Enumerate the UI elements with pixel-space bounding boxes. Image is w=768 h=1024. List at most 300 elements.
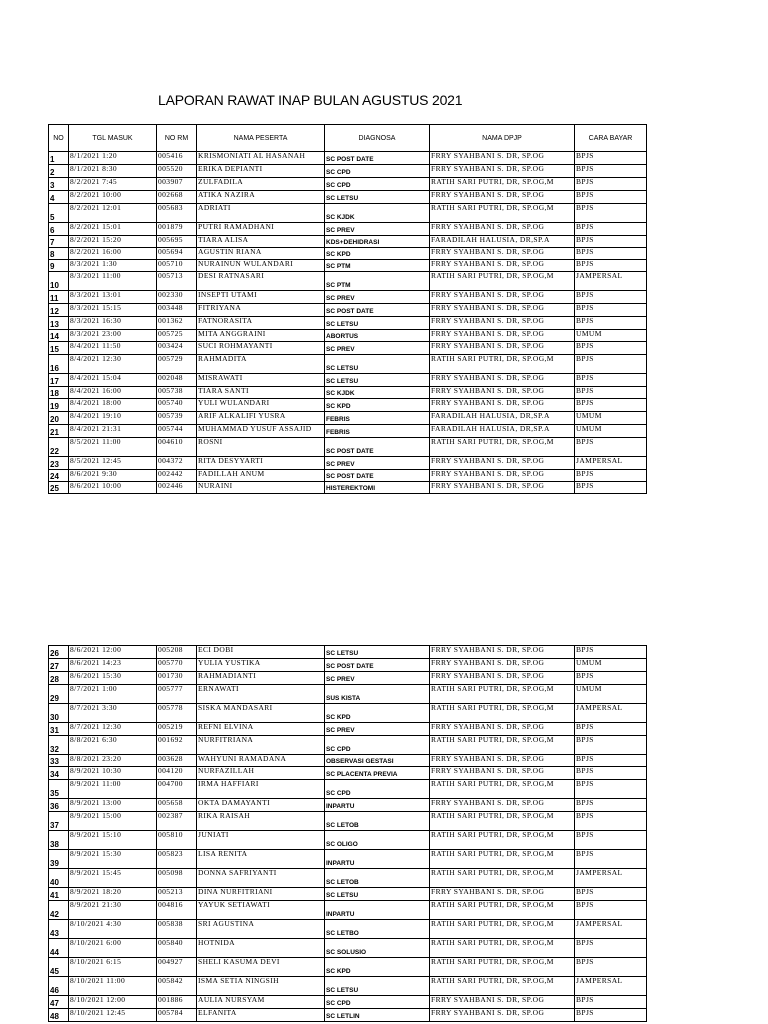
table-header-row [49,125,647,152]
cell-no-rm: 005695 [157,236,197,248]
cell-cara-bayar: BPJS [575,812,647,831]
cell-tgl-masuk: 8/2/2021 12:01 [69,204,157,223]
cell-no: 9 [49,260,69,272]
cell-diagnosa: SC CPD [325,780,430,799]
cell-nama-peserta: HOTNIDA [197,939,325,958]
cell-no: 40 [49,869,69,888]
cell-cara-bayar: BPJS [575,178,647,191]
cell-tgl-masuk: 8/10/2021 6:00 [69,939,157,958]
cell-nama-peserta: TIARA ALISA [197,236,325,248]
cell-nama-dpjp: RATIH SARI PUTRI, DR, SP.OG,M [430,812,575,831]
cell-tgl-masuk: 8/2/2021 15:01 [69,223,157,236]
cell-no: 28 [49,672,69,685]
cell-nama-dpjp: RATIH SARI PUTRI, DR, SP.OG,M [430,869,575,888]
cell-nama-dpjp: RATIH SARI PUTRI, DR, SP.OG,M [430,736,575,755]
cell-nama-dpjp: FRRY SYAHBANI S. DR, SP.OG [430,482,575,494]
cell-nama-peserta: ECI DOBI [197,646,325,659]
cell-diagnosa: SC CPD [325,996,430,1009]
cell-no: 4 [49,191,69,204]
cell-no: 5 [49,204,69,223]
cell-no-rm: 005710 [157,260,197,272]
cell-no: 23 [49,457,69,470]
cell-nama-peserta: FADILLAH ANUM [197,470,325,482]
cell-nama-dpjp: FRRY SYAHBANI S. DR, SP.OG [430,659,575,672]
cell-no-rm: 001730 [157,672,197,685]
cell-nama-peserta: ARIF ALKALIFI YUSRA [197,412,325,425]
cell-nama-dpjp: FRRY SYAHBANI S. DR, SP.OG [430,304,575,317]
cell-tgl-masuk: 8/10/2021 11:00 [69,977,157,996]
cell-tgl-masuk: 8/6/2021 10:00 [69,482,157,494]
cell-tgl-masuk: 8/3/2021 13:01 [69,291,157,304]
cell-nama-peserta: NURAINI [197,482,325,494]
cell-cara-bayar: JAMPERSAL [575,457,647,470]
cell-nama-dpjp: FRRY SYAHBANI S. DR, SP.OG [430,470,575,482]
cell-no-rm: 002442 [157,470,197,482]
cell-no: 32 [49,736,69,755]
cell-tgl-masuk: 8/6/2021 15:30 [69,672,157,685]
cell-nama-peserta: ADRIATI [197,204,325,223]
cell-nama-dpjp: RATIH SARI PUTRI, DR, SP.OG,M [430,438,575,457]
cell-diagnosa: SC CPD [325,736,430,755]
cell-nama-peserta: RAHMADITA [197,355,325,374]
cell-diagnosa: INPARTU [325,799,430,812]
cell-tgl-masuk: 8/4/2021 12:30 [69,355,157,374]
cell-no-rm: 005739 [157,412,197,425]
report-title: LAPORAN RAWAT INAP BULAN AGUSTUS 2021 [158,92,463,108]
cell-cara-bayar: JAMPERSAL [575,869,647,888]
table-row [49,342,647,355]
table-row [49,767,647,780]
cell-no: 47 [49,996,69,1009]
cell-no-rm: 001362 [157,317,197,330]
cell-tgl-masuk: 8/3/2021 11:00 [69,272,157,291]
table-row [49,165,647,178]
cell-no: 36 [49,799,69,812]
cell-cara-bayar: BPJS [575,646,647,659]
cell-no: 25 [49,482,69,494]
cell-tgl-masuk: 8/3/2021 23:00 [69,330,157,342]
cell-no-rm: 005683 [157,204,197,223]
cell-diagnosa: SC LETLIN [325,1009,430,1022]
cell-nama-dpjp: FRRY SYAHBANI S. DR, SP.OG [430,888,575,901]
cell-no-rm: 005838 [157,920,197,939]
cell-nama-dpjp: FRRY SYAHBANI S. DR, SP.OG [430,342,575,355]
cell-diagnosa: SC POST DATE [325,438,430,457]
cell-no-rm: 004927 [157,958,197,977]
cell-nama-peserta: FATNORASITA [197,317,325,330]
cell-cara-bayar: BPJS [575,317,647,330]
cell-diagnosa: FEBRIS [325,412,430,425]
table-row [49,958,647,977]
cell-no: 43 [49,920,69,939]
table-row [49,317,647,330]
cell-no: 3 [49,178,69,191]
cell-nama-dpjp: FARADILAH HALUSIA, DR,SP.A [430,412,575,425]
cell-cara-bayar: JAMPERSAL [575,704,647,723]
cell-nama-dpjp: FRRY SYAHBANI S. DR, SP.OG [430,646,575,659]
cell-diagnosa: SC LETSU [325,191,430,204]
cell-no: 20 [49,412,69,425]
cell-nama-peserta: ROSNI [197,438,325,457]
cell-no-rm: 002330 [157,291,197,304]
cell-nama-peserta: SISKA MANDASARI [197,704,325,723]
cell-no-rm: 005725 [157,330,197,342]
cell-cara-bayar: BPJS [575,888,647,901]
cell-nama-dpjp: RATIH SARI PUTRI, DR, SP.OG,M [430,977,575,996]
cell-diagnosa: SC SOLUSIO [325,939,430,958]
cell-cara-bayar: BPJS [575,958,647,977]
cell-diagnosa: KDS+DEHIDRASI [325,236,430,248]
cell-no: 33 [49,755,69,767]
cell-tgl-masuk: 8/7/2021 1:00 [69,685,157,704]
cell-nama-peserta: MUHAMMAD YUSUF ASSAJID [197,425,325,438]
cell-nama-dpjp: RATIH SARI PUTRI, DR, SP.OG,M [430,272,575,291]
cell-nama-peserta: NURFITRIANA [197,736,325,755]
cell-no-rm: 002668 [157,191,197,204]
cell-cara-bayar: BPJS [575,755,647,767]
cell-diagnosa: INPARTU [325,901,430,920]
cell-tgl-masuk: 8/4/2021 16:00 [69,387,157,399]
cell-no-rm: 005810 [157,831,197,850]
cell-cara-bayar: BPJS [575,996,647,1009]
cell-no-rm: 005416 [157,152,197,165]
cell-diagnosa: SC KPD [325,704,430,723]
cell-no-rm: 005713 [157,272,197,291]
cell-tgl-masuk: 8/10/2021 12:00 [69,996,157,1009]
cell-tgl-masuk: 8/10/2021 4:30 [69,920,157,939]
cell-no-rm: 002387 [157,812,197,831]
table-row [49,780,647,799]
cell-no: 27 [49,659,69,672]
cell-nama-peserta: LISA RENITA [197,850,325,869]
cell-tgl-masuk: 8/9/2021 18:20 [69,888,157,901]
cell-nama-dpjp: RATIH SARI PUTRI, DR, SP.OG,M [430,780,575,799]
cell-nama-peserta: FITRIYANA [197,304,325,317]
cell-diagnosa: SC LETSU [325,977,430,996]
cell-cara-bayar: JAMPERSAL [575,920,647,939]
cell-no-rm: 002446 [157,482,197,494]
table-row [49,355,647,374]
table-row [49,1009,647,1022]
cell-cara-bayar: BPJS [575,152,647,165]
cell-nama-dpjp: RATIH SARI PUTRI, DR, SP.OG,M [430,958,575,977]
cell-no: 46 [49,977,69,996]
cell-nama-peserta: RITA DESYYARTI [197,457,325,470]
cell-nama-dpjp: FRRY SYAHBANI S. DR, SP.OG [430,755,575,767]
cell-tgl-masuk: 8/2/2021 10:00 [69,191,157,204]
cell-nama-peserta: IRMA HAFFIARI [197,780,325,799]
cell-cara-bayar: BPJS [575,204,647,223]
col-header-nama-peserta: NAMA PESERTA [197,125,325,152]
table-row [49,470,647,482]
cell-diagnosa: SC KPD [325,248,430,260]
cell-no-rm: 005219 [157,723,197,736]
cell-no: 34 [49,767,69,780]
col-header-tgl-masuk: TGL MASUK [69,125,157,152]
cell-no-rm: 005694 [157,248,197,260]
cell-nama-peserta: REFNI ELVINA [197,723,325,736]
cell-nama-peserta: ZULFADILA [197,178,325,191]
cell-diagnosa: SC CPD [325,178,430,191]
cell-diagnosa: SC CPD [325,165,430,178]
table-row [49,812,647,831]
table-row [49,330,647,342]
cell-cara-bayar: BPJS [575,399,647,412]
cell-no-rm: 005823 [157,850,197,869]
cell-nama-peserta: OKTA DAMAYANTI [197,799,325,812]
cell-nama-dpjp: FRRY SYAHBANI S. DR, SP.OG [430,374,575,387]
cell-cara-bayar: BPJS [575,767,647,780]
cell-no-rm: 005744 [157,425,197,438]
cell-no-rm: 001692 [157,736,197,755]
cell-no: 11 [49,291,69,304]
cell-tgl-masuk: 8/9/2021 10:30 [69,767,157,780]
cell-tgl-masuk: 8/9/2021 21:30 [69,901,157,920]
table-row [49,304,647,317]
cell-cara-bayar: UMUM [575,659,647,672]
table-row [49,178,647,191]
cell-no: 21 [49,425,69,438]
cell-no-rm: 005520 [157,165,197,178]
table-row [49,457,647,470]
cell-nama-dpjp: FARADILAH HALUSIA, DR,SP.A [430,236,575,248]
cell-no-rm: 002048 [157,374,197,387]
cell-tgl-masuk: 8/3/2021 1:30 [69,260,157,272]
cell-nama-dpjp: RATIH SARI PUTRI, DR, SP.OG,M [430,901,575,920]
cell-diagnosa: SC LETSU [325,355,430,374]
table-row [49,152,647,165]
cell-nama-dpjp: RATIH SARI PUTRI, DR, SP.OG,M [430,939,575,958]
cell-nama-dpjp: RATIH SARI PUTRI, DR, SP.OG,M [430,178,575,191]
cell-diagnosa: SC LETOB [325,812,430,831]
col-header-diagnosa: DIAGNOSA [325,125,430,152]
cell-diagnosa: SC KPD [325,399,430,412]
cell-diagnosa: SC POST DATE [325,304,430,317]
cell-tgl-masuk: 8/7/2021 3:30 [69,704,157,723]
cell-no: 15 [49,342,69,355]
cell-tgl-masuk: 8/10/2021 12:45 [69,1009,157,1022]
cell-nama-dpjp: RATIH SARI PUTRI, DR, SP.OG,M [430,831,575,850]
table-row [49,996,647,1009]
cell-no: 26 [49,646,69,659]
cell-no-rm: 004700 [157,780,197,799]
cell-nama-dpjp: RATIH SARI PUTRI, DR, SP.OG,M [430,850,575,869]
cell-no: 6 [49,223,69,236]
cell-nama-dpjp: FRRY SYAHBANI S. DR, SP.OG [430,191,575,204]
cell-nama-peserta: SUCI ROHMAYANTI [197,342,325,355]
table-row [49,204,647,223]
cell-tgl-masuk: 8/7/2021 12:30 [69,723,157,736]
cell-nama-peserta: JUNIATI [197,831,325,850]
cell-no-rm: 005778 [157,704,197,723]
cell-tgl-masuk: 8/6/2021 12:00 [69,646,157,659]
col-header-no-rm: NO RM [157,125,197,152]
cell-no-rm: 004120 [157,767,197,780]
cell-diagnosa: SC PTM [325,260,430,272]
cell-nama-dpjp: FRRY SYAHBANI S. DR, SP.OG [430,152,575,165]
cell-cara-bayar: BPJS [575,438,647,457]
cell-nama-peserta: AULIA NURSYAM [197,996,325,1009]
cell-tgl-masuk: 8/4/2021 19:10 [69,412,157,425]
cell-nama-dpjp: RATIH SARI PUTRI, DR, SP.OG,M [430,685,575,704]
table-row [49,482,647,494]
cell-cara-bayar: BPJS [575,780,647,799]
cell-diagnosa: SC PREV [325,723,430,736]
cell-tgl-masuk: 8/2/2021 15:20 [69,236,157,248]
cell-diagnosa: SC LETSU [325,646,430,659]
cell-tgl-masuk: 8/1/2021 1:20 [69,152,157,165]
cell-diagnosa: SC KJDK [325,204,430,223]
cell-no-rm: 003424 [157,342,197,355]
table-row [49,272,647,291]
cell-diagnosa: SC LETBO [325,920,430,939]
cell-diagnosa: SC OLIGO [325,831,430,850]
table-row [49,191,647,204]
cell-cara-bayar: BPJS [575,470,647,482]
cell-nama-peserta: WAHYUNI RAMADANA [197,755,325,767]
table-row [49,939,647,958]
table-row [49,685,647,704]
cell-no: 19 [49,399,69,412]
table-row [49,831,647,850]
table-row [49,374,647,387]
table-row [49,659,647,672]
cell-diagnosa: SC KJDK [325,387,430,399]
table-row [49,850,647,869]
col-header-nama-dpjp: NAMA DPJP [430,125,575,152]
cell-nama-dpjp: RATIH SARI PUTRI, DR, SP.OG,M [430,355,575,374]
cell-nama-peserta: DESI RATNASARI [197,272,325,291]
cell-nama-peserta: MISRAWATI [197,374,325,387]
cell-nama-dpjp: RATIH SARI PUTRI, DR, SP.OG,M [430,704,575,723]
cell-no: 1 [49,152,69,165]
cell-cara-bayar: BPJS [575,799,647,812]
cell-nama-peserta: NURAINUN WULANDARI [197,260,325,272]
table-row [49,977,647,996]
cell-no: 39 [49,850,69,869]
cell-no: 45 [49,958,69,977]
cell-diagnosa: SC LETSU [325,317,430,330]
cell-diagnosa: SC POST DATE [325,152,430,165]
cell-no: 29 [49,685,69,704]
cell-tgl-masuk: 8/5/2021 12:45 [69,457,157,470]
cell-nama-dpjp: FRRY SYAHBANI S. DR, SP.OG [430,723,575,736]
cell-cara-bayar: UMUM [575,412,647,425]
cell-diagnosa: SC PREV [325,672,430,685]
cell-nama-dpjp: FRRY SYAHBANI S. DR, SP.OG [430,672,575,685]
table-row [49,236,647,248]
cell-nama-peserta: INSEPTI UTAMI [197,291,325,304]
cell-nama-peserta: RAHMADIANTI [197,672,325,685]
cell-tgl-masuk: 8/9/2021 15:45 [69,869,157,888]
cell-cara-bayar: JAMPERSAL [575,977,647,996]
cell-no-rm: 005740 [157,399,197,412]
cell-tgl-masuk: 8/5/2021 11:00 [69,438,157,457]
cell-no-rm: 005840 [157,939,197,958]
cell-nama-dpjp: FRRY SYAHBANI S. DR, SP.OG [430,260,575,272]
cell-nama-dpjp: FRRY SYAHBANI S. DR, SP.OG [430,799,575,812]
cell-nama-peserta: ISMA SETIA NINGSIH [197,977,325,996]
cell-no: 31 [49,723,69,736]
table-row [49,799,647,812]
cell-tgl-masuk: 8/3/2021 15:15 [69,304,157,317]
cell-no-rm: 004610 [157,438,197,457]
cell-nama-peserta: NURFAZILLAH [197,767,325,780]
cell-cara-bayar: BPJS [575,260,647,272]
cell-cara-bayar: UMUM [575,425,647,438]
cell-tgl-masuk: 8/9/2021 15:00 [69,812,157,831]
cell-tgl-masuk: 8/2/2021 7:45 [69,178,157,191]
table-row [49,399,647,412]
cell-nama-dpjp: FRRY SYAHBANI S. DR, SP.OG [430,387,575,399]
cell-no: 2 [49,165,69,178]
cell-no-rm: 005729 [157,355,197,374]
cell-diagnosa: FEBRIS [325,425,430,438]
cell-cara-bayar: BPJS [575,291,647,304]
cell-nama-dpjp: FRRY SYAHBANI S. DR, SP.OG [430,165,575,178]
cell-no-rm: 005784 [157,1009,197,1022]
cell-cara-bayar: BPJS [575,342,647,355]
report-table-1 [48,124,647,494]
cell-diagnosa: OBSERVASI GESTASI [325,755,430,767]
cell-no: 37 [49,812,69,831]
cell-no: 35 [49,780,69,799]
cell-cara-bayar: BPJS [575,939,647,958]
cell-no: 42 [49,901,69,920]
cell-diagnosa: SC LETSU [325,374,430,387]
cell-cara-bayar: BPJS [575,736,647,755]
table-body-2 [49,646,647,1022]
table-row [49,869,647,888]
cell-cara-bayar: BPJS [575,1009,647,1022]
report-table-2 [48,645,647,1022]
cell-nama-dpjp: FRRY SYAHBANI S. DR, SP.OG [430,317,575,330]
cell-no: 10 [49,272,69,291]
table-row [49,755,647,767]
cell-cara-bayar: BPJS [575,482,647,494]
table-row [49,438,647,457]
cell-no-rm: 005770 [157,659,197,672]
cell-no: 12 [49,304,69,317]
cell-cara-bayar: BPJS [575,387,647,399]
table-row [49,425,647,438]
cell-cara-bayar: BPJS [575,723,647,736]
cell-no-rm: 001879 [157,223,197,236]
cell-cara-bayar: BPJS [575,165,647,178]
cell-diagnosa: SUS KISTA [325,685,430,704]
cell-diagnosa: SC KPD [325,958,430,977]
cell-tgl-masuk: 8/8/2021 6:30 [69,736,157,755]
cell-no: 44 [49,939,69,958]
table-row [49,723,647,736]
cell-tgl-masuk: 8/9/2021 15:30 [69,850,157,869]
cell-nama-peserta: TIARA SANTI [197,387,325,399]
cell-nama-peserta: ERNAWATI [197,685,325,704]
cell-cara-bayar: JAMPERSAL [575,272,647,291]
cell-tgl-masuk: 8/9/2021 11:00 [69,780,157,799]
cell-nama-dpjp: FRRY SYAHBANI S. DR, SP.OG [430,223,575,236]
col-header-cara-bayar: CARA BAYAR [575,125,647,152]
cell-tgl-masuk: 8/10/2021 6:15 [69,958,157,977]
cell-cara-bayar: BPJS [575,191,647,204]
cell-no: 14 [49,330,69,342]
cell-nama-dpjp: FARADILAH HALUSIA, DR,SP.A [430,425,575,438]
cell-nama-dpjp: RATIH SARI PUTRI, DR, SP.OG,M [430,920,575,939]
cell-cara-bayar: BPJS [575,236,647,248]
cell-no: 48 [49,1009,69,1022]
cell-diagnosa: SC PREV [325,291,430,304]
cell-tgl-masuk: 8/4/2021 15:04 [69,374,157,387]
